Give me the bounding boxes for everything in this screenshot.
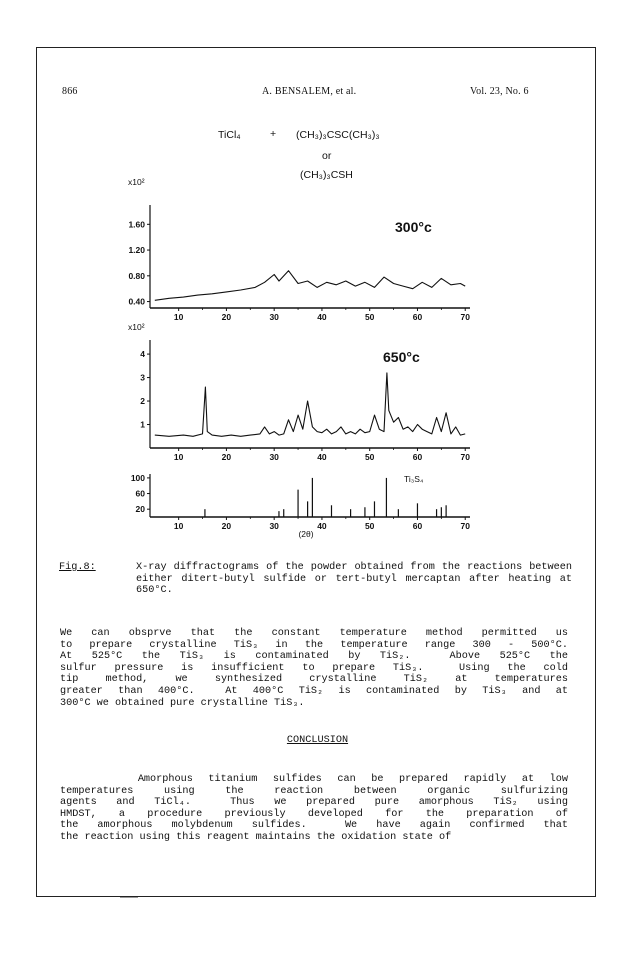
x-tick-label: 10 <box>173 312 184 322</box>
x-tick-label: 20 <box>221 312 232 322</box>
scan-artifact <box>120 897 138 898</box>
figure-label: Fig.8: <box>59 562 96 573</box>
x-tick-label: 40 <box>317 452 327 462</box>
x-tick-label: 60 <box>412 452 423 462</box>
text-line: At 525°C the TiS₃ is contaminated by TiS₂. Above 525°C the <box>60 651 568 663</box>
text-line: tip method, we synthesized crystalline TiS₂ at temperatures <box>60 674 568 686</box>
plus-sign: + <box>270 128 277 140</box>
conclusion-paragraph <box>60 774 568 844</box>
x-tick-label: 20 <box>221 452 232 462</box>
diffraction-trace <box>155 373 465 436</box>
y-tick-label: 1 <box>140 419 145 430</box>
text-line: Amorphous titanium sulfides can be prepared rapidly at low <box>60 774 568 785</box>
chart-annotation: 300°c <box>395 219 432 235</box>
y-tick-label: 2 <box>140 396 145 407</box>
x-tick-label: 50 <box>364 452 375 462</box>
text-line: greater than 400°C. At 400°C TiS₂ is contaminated by TiS₃ and at <box>60 685 568 697</box>
text-line: agents and TiCl₄. Thus we prepared pure amorphous TiS₂ using <box>60 797 568 809</box>
xrd-chart-650c <box>128 322 470 462</box>
y-tick-label: 1.60 <box>128 219 145 230</box>
reactant-sulfide: (CH₃)₃CSC(CH₃)₃ <box>296 129 380 141</box>
x-tick-label: 20 <box>221 521 232 531</box>
running-head-authors: A. BENSALEM, et al. <box>262 86 357 97</box>
x-tick-label: 10 <box>173 521 184 531</box>
reactant-ticl4: TiCl₄ <box>218 129 241 141</box>
text-line: sulfur pressure is insufficient to prepare TiS₃. Using the cold <box>60 662 568 674</box>
x-axis-label: (2θ) <box>298 529 314 539</box>
x-tick-label: 40 <box>317 521 327 531</box>
y-tick-label: 0.40 <box>128 296 145 307</box>
chart-annotation: 650°c <box>383 349 420 365</box>
y-tick-label: 100 <box>130 472 145 483</box>
y-tick-label: 60 <box>135 488 145 499</box>
y-multiplier-label: x10² <box>128 177 145 187</box>
x-tick-label: 50 <box>364 312 375 322</box>
xrd-chart-ti3s4-reference <box>131 473 470 539</box>
x-tick-label: 10 <box>173 452 184 462</box>
xrd-chart-300c <box>128 177 470 322</box>
x-tick-label: 60 <box>412 521 423 531</box>
conclusion-heading: CONCLUSION <box>286 735 349 746</box>
y-multiplier-label: x10² <box>128 322 145 332</box>
results-paragraph <box>60 628 568 709</box>
x-tick-label: 50 <box>364 521 375 531</box>
text-line: to prepare crystalline TiS₃ in the temperature range 300 - 500°C. <box>60 639 568 651</box>
diffraction-trace <box>155 271 465 301</box>
x-tick-label: 30 <box>269 521 279 531</box>
x-tick-label: 70 <box>460 521 470 531</box>
x-tick-label: 30 <box>269 452 279 462</box>
x-tick-label: 60 <box>412 312 423 322</box>
x-tick-label: 70 <box>460 452 470 462</box>
x-tick-label: 70 <box>460 312 470 322</box>
x-tick-label: 30 <box>269 312 279 322</box>
y-tick-label: 0.80 <box>128 270 145 281</box>
journal-volume: Vol. 23, No. 6 <box>470 86 529 97</box>
figure-caption: X-ray diffractograms of the powder obtained from the reactions between either ditert-butyl sulfide or tert-butyl mercaptan after heating at 650°C. <box>136 562 572 597</box>
reactant-mercaptan: (CH₃)₃CSH <box>300 169 353 181</box>
page-number: 866 <box>62 86 78 97</box>
text-line: the amorphous molybdenum sulfides. We have again confirmed that <box>60 820 568 832</box>
text-line: the reaction using this reagent maintains the oxidation state of <box>60 831 452 843</box>
text-line: We can obsprve that the constant temperature method permitted us <box>60 628 568 639</box>
or-label: or <box>322 150 332 162</box>
text-line: HMDST, a procedure previously developed for the preparation of <box>60 808 568 820</box>
y-tick-label: 4 <box>140 349 145 360</box>
x-tick-label: 40 <box>317 312 327 322</box>
y-tick-label: 1.20 <box>128 245 145 256</box>
text-line: temperatures using the reaction between organic sulfurizing <box>60 785 568 797</box>
text-line: 300°C we obtained pure crystalline TiS₃. <box>60 697 305 709</box>
chart-annotation: Ti₃S₄ <box>404 474 424 484</box>
y-tick-label: 20 <box>135 504 145 515</box>
y-tick-label: 3 <box>140 372 145 383</box>
